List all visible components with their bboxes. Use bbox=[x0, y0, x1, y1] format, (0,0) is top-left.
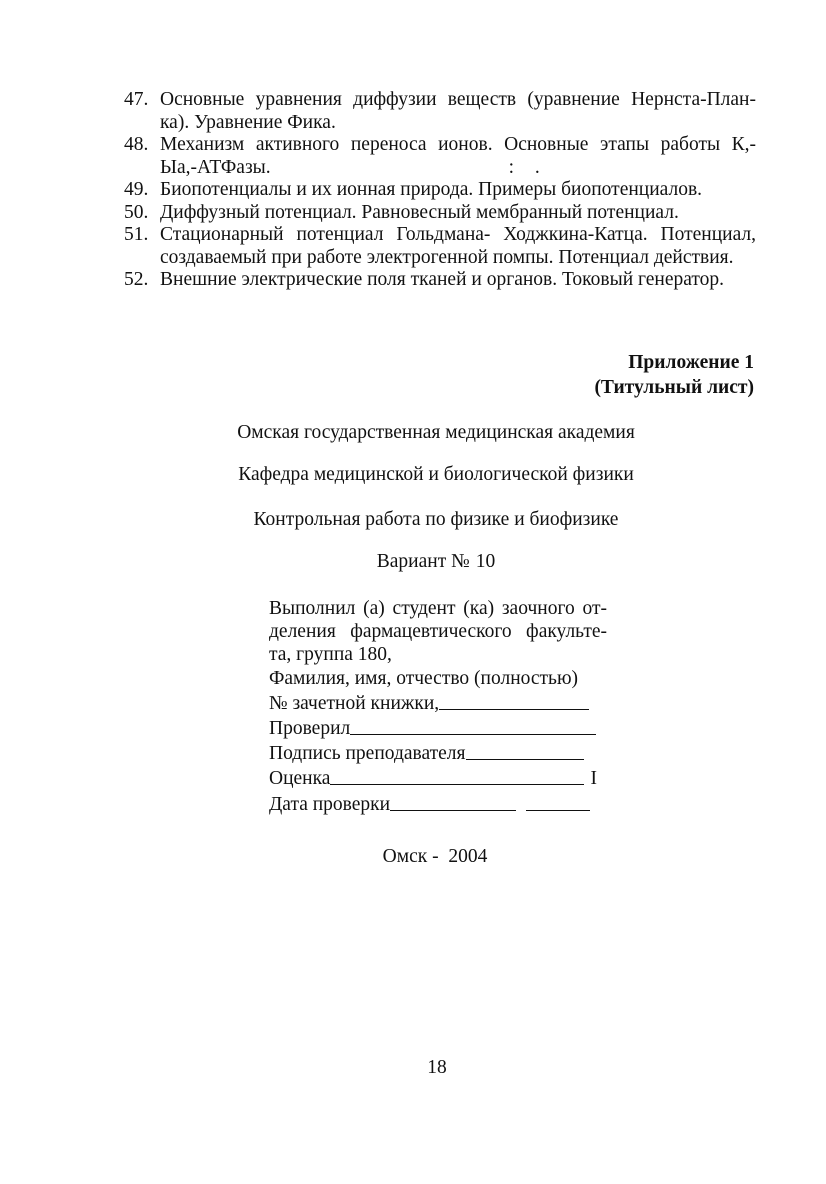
question-item-50 bbox=[124, 202, 756, 225]
exam-questions-list bbox=[124, 89, 756, 292]
page-number: 18 bbox=[427, 1057, 447, 1078]
record-book-row bbox=[269, 690, 614, 715]
appendix-label: Приложение 1 bbox=[628, 352, 754, 373]
performed-by-line: Выполнил (а) студент (ка) заочного от- bbox=[269, 598, 607, 619]
check-date-row bbox=[269, 791, 614, 816]
question-number: 48. bbox=[124, 134, 149, 155]
question-item-48 bbox=[124, 134, 756, 179]
teacher-signature-row bbox=[269, 740, 614, 765]
work-title: Контрольная работа по физике и биофизике bbox=[253, 509, 619, 530]
teacher-signature-blank bbox=[466, 741, 584, 760]
question-text bbox=[160, 202, 756, 225]
teacher-signature-label: Подпись преподавателя bbox=[269, 743, 466, 765]
question-line: Основные уравнения диффузии веществ (уравнение Нернста-План- bbox=[160, 89, 756, 110]
question-line: Диффузный потенциал. Равновесный мембранный потенциал. bbox=[160, 201, 679, 223]
variant-line bbox=[23, 550, 826, 574]
question-line: ка). Уравнение Фика. bbox=[160, 111, 336, 133]
question-item-51 bbox=[124, 224, 756, 269]
check-date-blank-2 bbox=[526, 792, 590, 811]
checked-by-row bbox=[269, 715, 614, 740]
appendix-heading bbox=[594, 350, 754, 400]
full-name-line: Фамилия, имя, отчество (полностью) bbox=[269, 667, 579, 689]
grade-blank bbox=[330, 766, 584, 785]
record-book-blank bbox=[439, 691, 589, 710]
grade-label: Оценка bbox=[269, 768, 331, 790]
checked-by-label: Проверил bbox=[269, 718, 351, 740]
question-text bbox=[160, 224, 756, 269]
question-text bbox=[160, 269, 756, 292]
question-item-52 bbox=[124, 269, 756, 292]
question-number: 47. bbox=[124, 89, 149, 110]
variant-number: 10 bbox=[475, 551, 496, 572]
question-line: Стационарный потенциал Гольдмана- Ходжкина-Катца. Потенциал, bbox=[160, 224, 756, 245]
performed-by-line: деления фармацевтического факульте- bbox=[269, 621, 607, 643]
question-number: 51. bbox=[124, 224, 149, 245]
question-line: Внешние электрические поля тканей и органов. Токовый генератор. bbox=[160, 269, 725, 290]
question-line-with-marks bbox=[160, 157, 756, 180]
question-text bbox=[160, 134, 756, 179]
variant-label: Вариант № bbox=[376, 551, 470, 572]
check-date-blank bbox=[390, 792, 516, 811]
question-text bbox=[160, 89, 756, 134]
performed-by-line: та, группа 180, bbox=[269, 644, 392, 666]
question-item-49 bbox=[124, 179, 756, 202]
question-line: Механизм активного переноса ионов. Основные этапы работы К,- bbox=[160, 134, 756, 155]
grade-mark: I bbox=[590, 768, 597, 790]
question-number: 49. bbox=[124, 179, 149, 200]
academy-name: Омская государственная медицинская академия bbox=[237, 422, 635, 443]
question-line: Ыа,-АТФазы. bbox=[160, 156, 271, 178]
question-text bbox=[160, 179, 756, 202]
checked-by-blank bbox=[350, 716, 596, 735]
check-date-label: Дата проверки bbox=[269, 793, 391, 815]
question-line: создаваемый при работе электрогенной помпы. Потенциал действия. bbox=[160, 246, 734, 268]
record-book-label: № зачетной книжки, bbox=[269, 692, 440, 714]
question-line: Биопотенциалы и их ионная природа. Примеры биопотенциалов. bbox=[160, 179, 703, 200]
department-name: Кафедра медицинской и биологической физики bbox=[238, 464, 634, 485]
title-page-form bbox=[269, 597, 614, 816]
appendix-subtitle: (Титульный лист) bbox=[594, 377, 754, 398]
question-number: 52. bbox=[124, 269, 149, 290]
stray-marks: : . bbox=[508, 156, 548, 178]
city-year: Омск - 2004 bbox=[382, 846, 488, 867]
question-item-47 bbox=[124, 89, 756, 134]
question-number: 50. bbox=[124, 201, 149, 223]
grade-row bbox=[269, 765, 614, 790]
